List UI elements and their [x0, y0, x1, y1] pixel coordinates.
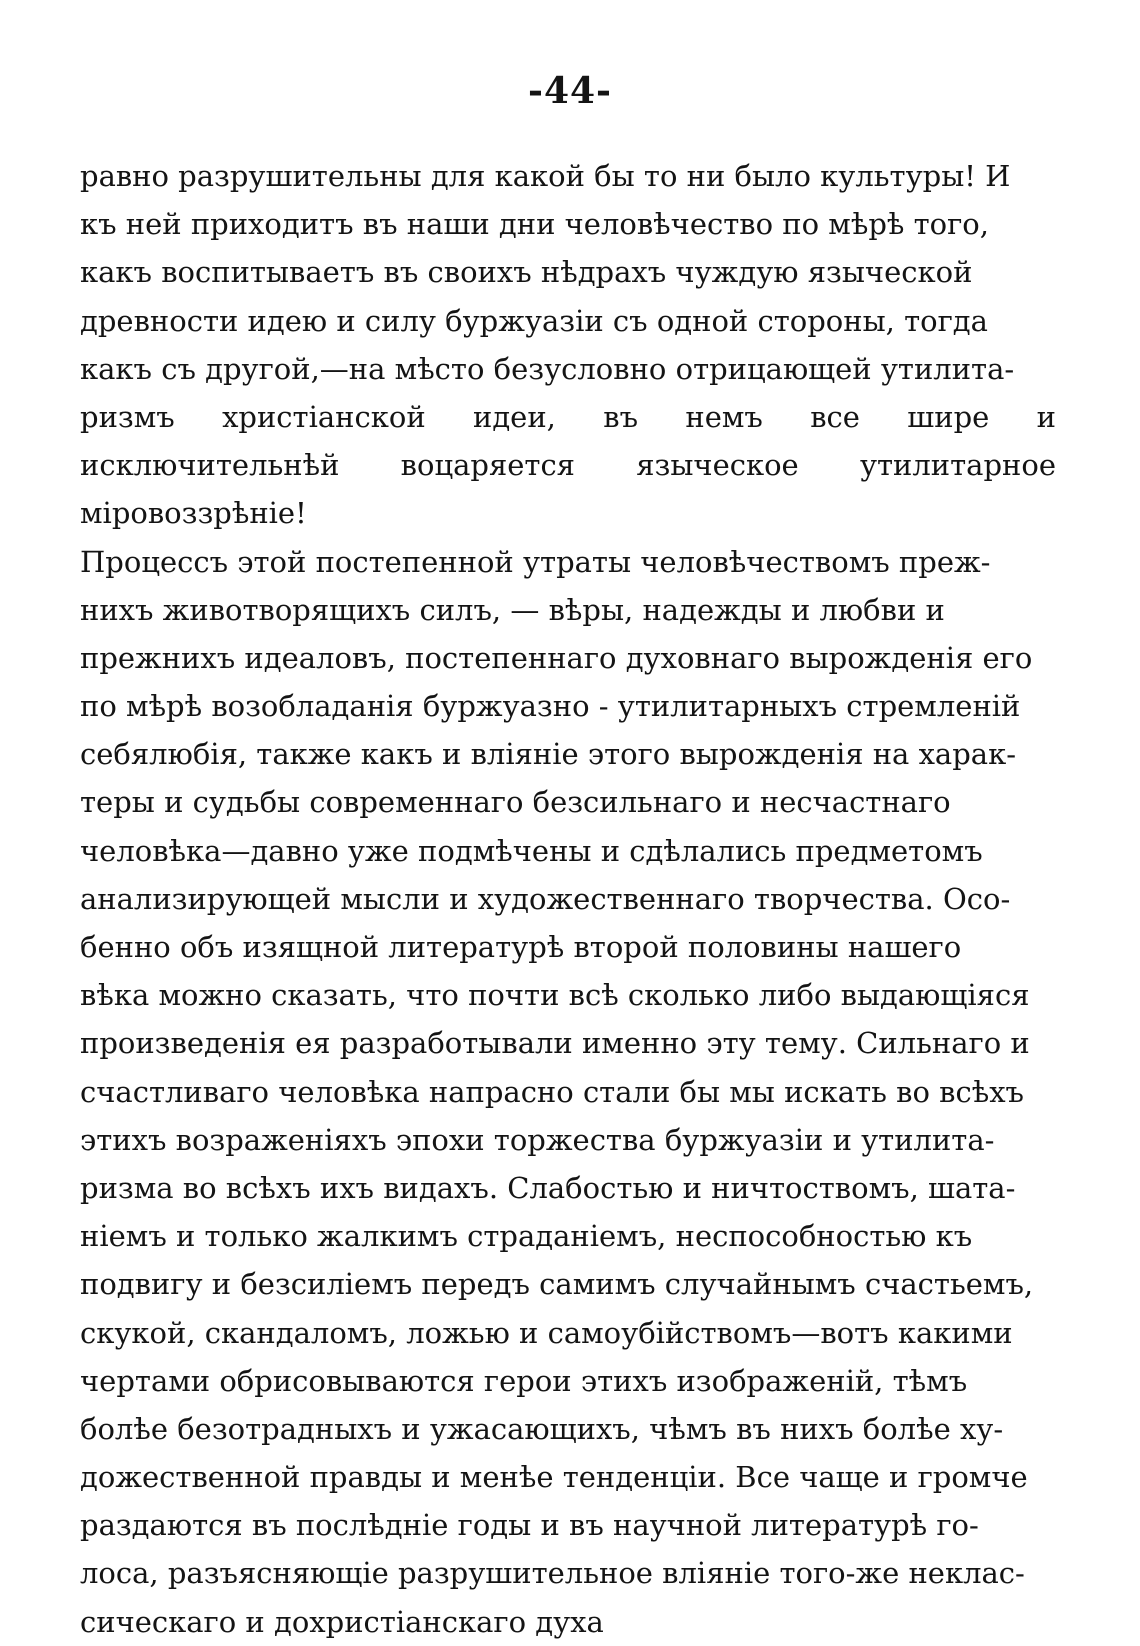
- page-number: -44-: [528, 70, 612, 112]
- text-line: человѣка—давно уже подмѣчены и сдѣлались предметомъ: [80, 833, 983, 868]
- text-line: прежнихъ идеаловъ, постепеннаго духовнаго вырожденія его: [80, 640, 1033, 675]
- text-line: вѣка можно сказать, что почти всѣ сколько либо выдающіяся: [80, 978, 1030, 1013]
- text-line: къ ней приходитъ въ наши дни человѣчество по мѣрѣ того,: [80, 207, 989, 242]
- text-line: лоса, разъясняющіе разрушительное вліяніе того-же неклас-: [80, 1556, 1025, 1591]
- text-word: христіанской: [222, 399, 426, 434]
- text-line: какъ воспитываетъ въ своихъ нѣдрахъ чуждую языческой: [80, 255, 973, 290]
- text-line: міровоззрѣніе!: [80, 496, 307, 531]
- text-word: немъ: [685, 399, 763, 434]
- text-line: бенно объ изящной литературѣ второй половины нашего: [80, 930, 962, 964]
- text-line: этихъ возраженіяхъ эпохи торжества буржуазіи и утилита-: [80, 1122, 995, 1157]
- text-line: теры и судьбы современнаго безсильнаго и несчастнаго: [80, 785, 951, 820]
- text-word: идеи,: [473, 399, 556, 434]
- text-line: Процессъ этой постепенной утраты человѣчествомъ преж-: [80, 544, 991, 579]
- text-line: равно разрушительны для какой бы то ни было культуры! И: [80, 159, 1011, 193]
- text-line: подвигу и безсиліемъ передъ самимъ случайнымъ счастьемъ,: [80, 1267, 1034, 1302]
- text-line: дожественной правды и менѣе тенденціи. Все чаще и громче: [80, 1460, 1028, 1495]
- text-line: чертами обрисовываются герои этихъ изображеній, тѣмъ: [80, 1363, 968, 1398]
- text-word: шире: [907, 399, 990, 434]
- text-line: ризма во всѣхъ ихъ видахъ. Слабостью и ничтоствомъ, шата-: [80, 1170, 1016, 1205]
- text-word: исключительнѣй: [80, 448, 340, 483]
- text-line: какъ съ другой,—на мѣсто безусловно отрицающей утилита-: [80, 351, 1015, 386]
- text-line: анализирующей мысли и художественнаго творчества. Осо-: [80, 881, 1011, 916]
- text-word: языческое: [636, 448, 799, 483]
- text-line: болѣе безотрадныхъ и ужасающихъ, чѣмъ въ нихъ болѣе ху-: [80, 1411, 1004, 1446]
- text-word: воцаряется: [400, 448, 575, 483]
- page-body-text: [80, 152, 1056, 1646]
- text-line: себялюбія, также какъ и вліяніе этого вырожденія на харак-: [80, 737, 1016, 772]
- text-word: утилитарное: [859, 448, 1056, 483]
- text-line: раздаются въ послѣдніе годы и въ научной литературѣ го-: [80, 1508, 979, 1543]
- text-word: въ: [603, 399, 639, 434]
- text-line: по мѣрѣ возобладанія буржуазно - утилитарныхъ стремленій: [80, 689, 1021, 724]
- text-line: скукой, скандаломъ, ложью и самоубійствомъ—вотъ какими: [80, 1315, 1013, 1350]
- text-line: [80, 393, 1056, 441]
- text-line: произведенія ея разработывали именно эту тему. Сильнаго и: [80, 1026, 1030, 1061]
- text-word: все: [810, 399, 860, 434]
- text-word: и: [1036, 399, 1056, 434]
- text-line: счастливаго человѣка напрасно стали бы мы искать во всѣхъ: [80, 1074, 1025, 1109]
- text-line: древности идею и силу буржуазіи съ одной стороны, тогда: [80, 303, 988, 338]
- text-line: нихъ животворящихъ силъ, — вѣры, надежды и любви и: [80, 592, 945, 627]
- text-line: [80, 441, 1056, 489]
- text-word: ризмъ: [80, 399, 175, 434]
- text-line: ніемъ и только жалкимъ страданіемъ, неспособностью къ: [80, 1219, 973, 1254]
- text-line: сическаго и дохристіанскаго духа: [80, 1604, 604, 1639]
